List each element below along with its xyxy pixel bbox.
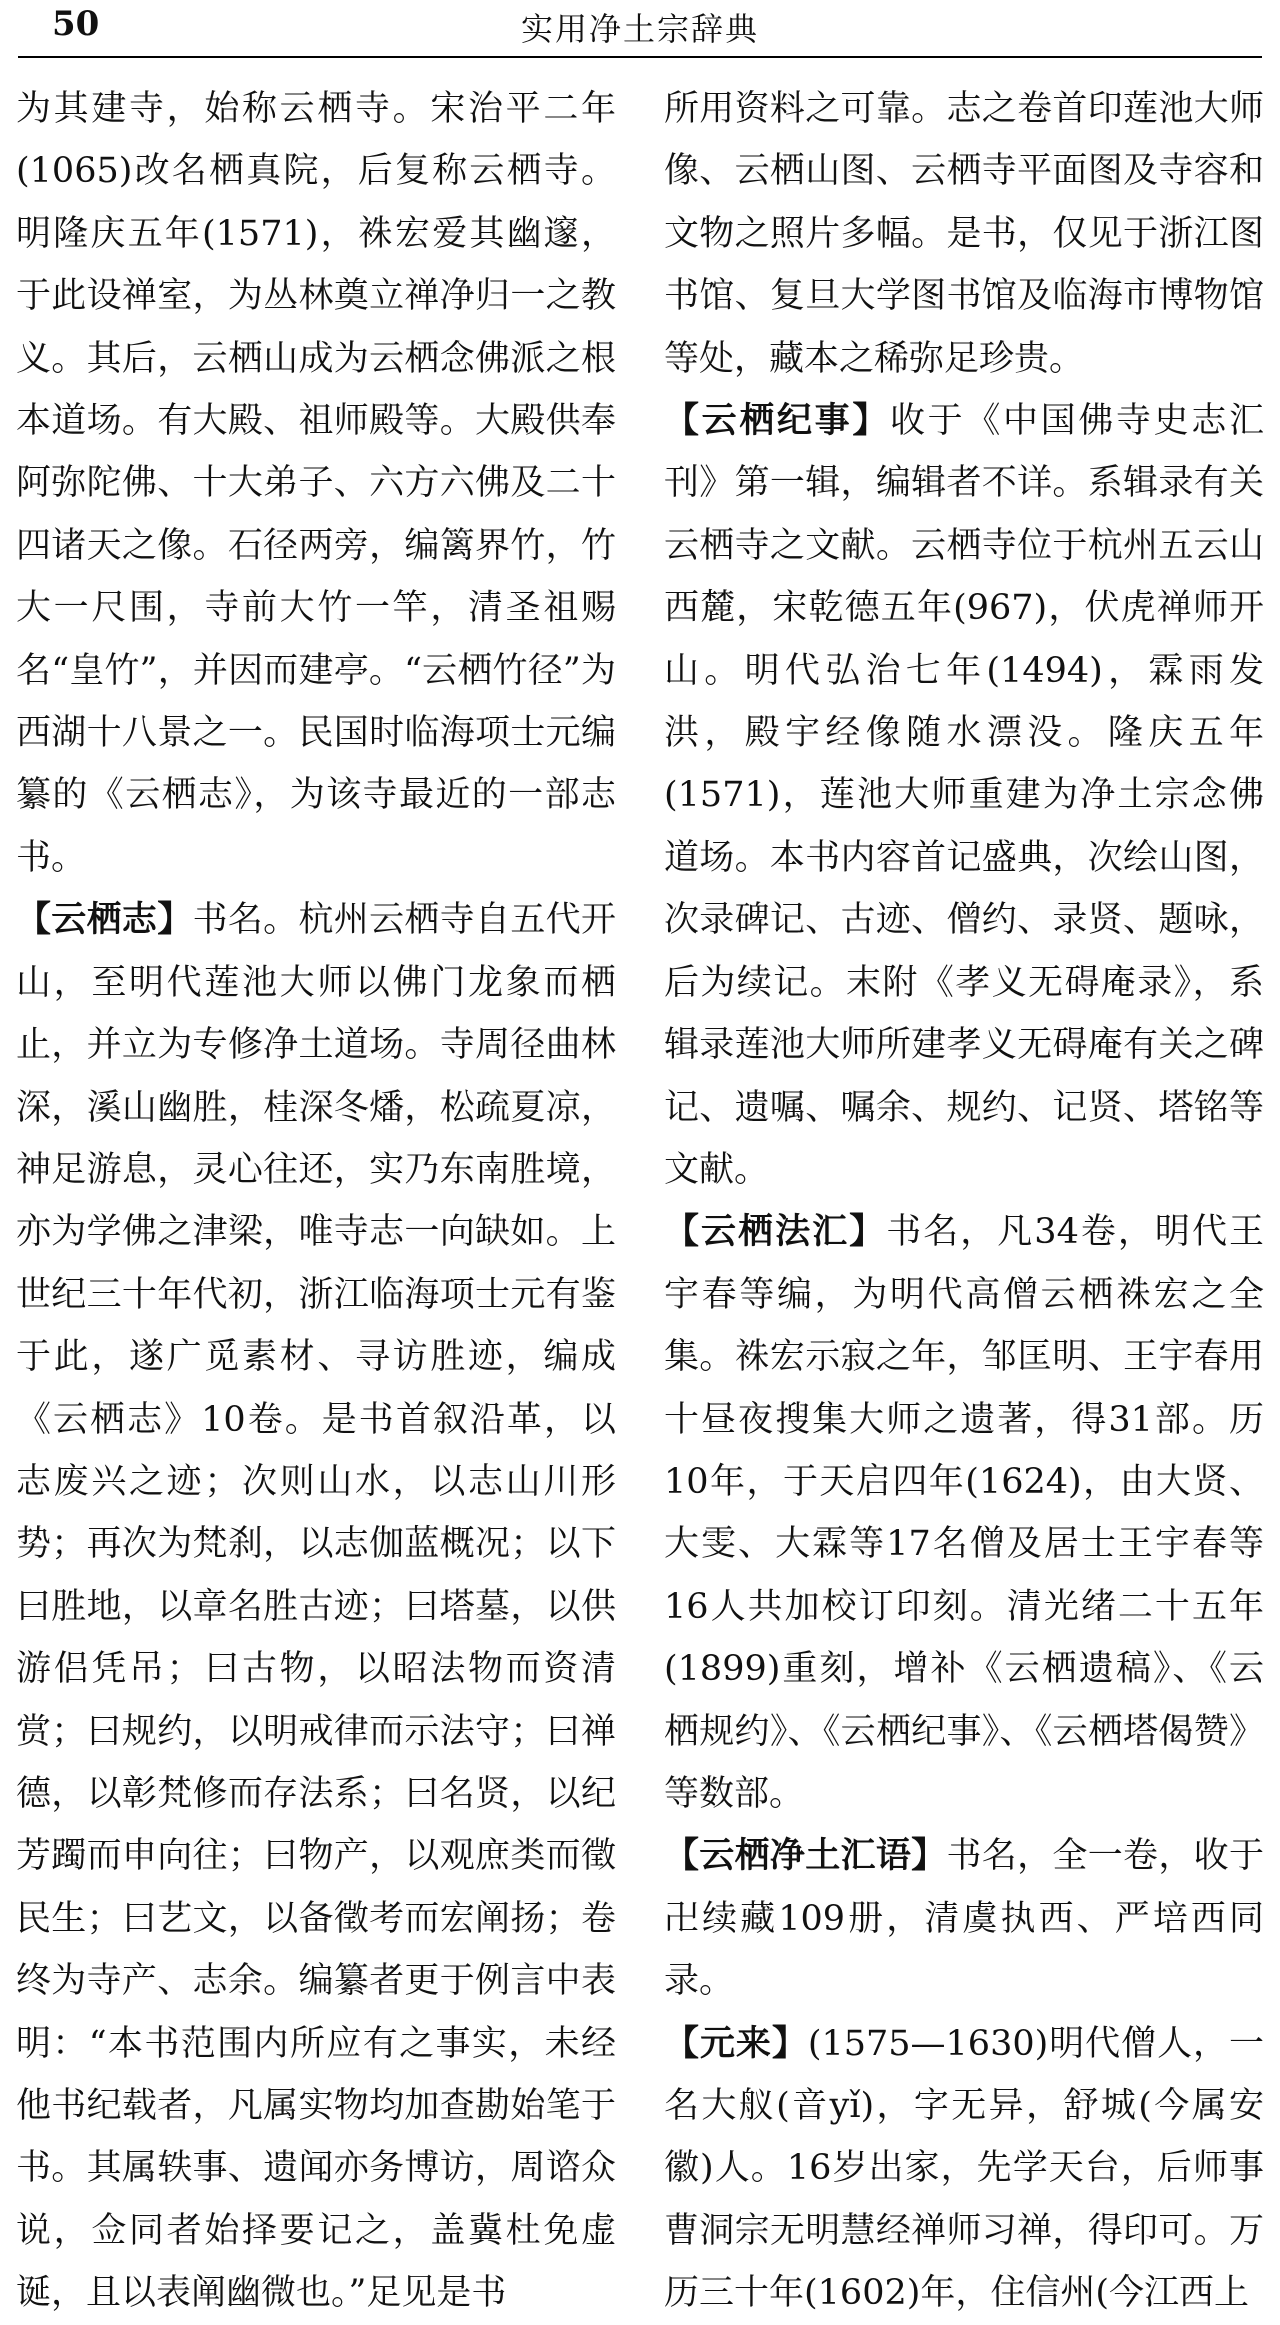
entry-headword: 【云栖净土汇语】 xyxy=(664,1835,947,1877)
page-header xyxy=(18,0,1262,58)
entry-yunqi-jingtu-huiyu xyxy=(664,1825,1264,2012)
entry-text: 收于《中国佛寺史志汇刊》第一辑，编辑者不详。系辑录有关云栖寺之文献。云栖寺位于杭州五云山西麓，宋乾德五年(967)，伏虎禅师开山。明代弘治七年(1494)，霖雨发洪，殿宇经像随水漂没。隆庆五年(1571)，莲池大师重建为净土宗念佛道场。本书内容首记盛典，次绘山图，次录碑记、古迹、僧约、录贤、题咏，后为续记。末附《孝义无碍庵录》，系辑录莲池大师所建孝义无碍庵有关之碑记、遗嘱、嘱余、规约、记贤、塔铭等文献。 xyxy=(664,401,1264,1190)
left-column xyxy=(16,78,616,2325)
running-title: 实用净土宗辞典 xyxy=(520,10,759,48)
entry-headword: 【云栖纪事】 xyxy=(664,400,890,442)
entry-text: 书名，凡34卷，明代王宇春等编，为明代高僧云栖袾宏之全集。袾宏示寂之年，邹匡明、王宇春用十昼夜搜集大师之遗著，得31部。历10年，于天启四年(1624)，由大贤、大雯、大霖等17名僧及居士王宇春等16人共加校订印刻。清光绪二十五年(1899)重刻，增补《云栖遗稿》、《云栖规约》、《云栖纪事》、《云栖塔偈赞》等数部。 xyxy=(664,1212,1264,1814)
page-number: 50 xyxy=(52,4,100,44)
entry-yunqi-jishi xyxy=(664,390,1264,1201)
entry-headword: 【元来】 xyxy=(664,2022,808,2064)
entry-headword: 【云栖法汇】 xyxy=(664,1211,887,1253)
entry-text: (1575—1630)明代僧人，一名大舣(音yǐ)，字无异，舒城(今属安徽)人。16岁出家，先学天台，后师事曹洞宗无明慧经禅师习禅，得印可。万历三十年(1602)年，住信州(今江西上 xyxy=(664,2023,1264,2314)
entry-text: 书名，全一卷，收于卍续藏109册，清虞执西、严培西同录。 xyxy=(664,1836,1264,2002)
entry-yunqi-zhi xyxy=(16,889,616,2324)
continuation-text: 为其建寺，始称云栖寺。宋治平二年(1065)改名栖真院，后复称云栖寺。明隆庆五年(1571)，袾宏爱其幽邃，于此设禅室，为丛林奠立禅净归一之教义。其后，云栖山成为云栖念佛派之根本道场。有大殿、祖师殿等。大殿供奉阿弥陀佛、十大弟子、六方六佛及二十四诸天之像。石径两旁，编篱界竹，竹大一尺围，寺前大竹一竿，清圣祖赐名“皇竹”，并因而建亭。“云栖竹径”为西湖十八景之一。民国时临海项士元编纂的《云栖志》，为该寺最近的一部志书。 xyxy=(16,89,616,878)
entry-yunqi-fahui xyxy=(664,1201,1264,1825)
entry-yuanlai xyxy=(664,2013,1264,2325)
continuation-text: 所用资料之可靠。志之卷首印莲池大师像、云栖山图、云栖寺平面图及寺容和文物之照片多幅。是书，仅见于浙江图书馆、复旦大学图书馆及临海市博物馆等处，藏本之稀弥足珍贵。 xyxy=(664,89,1264,379)
entry-text: 书名。杭州云栖寺自五代开山，至明代莲池大师以佛门龙象而栖止，并立为专修净土道场。寺周径曲林深，溪山幽胜，桂深冬燔，松疏夏凉，神足游息，灵心往还，实乃东南胜境，亦为学佛之津梁，唯寺志一向缺如。上世纪三十年代初，浙江临海项士元有鉴于此，遂广觅素材、寻访胜迹，编成《云栖志》10卷。是书首叙沿革，以志废兴之迹；次则山水，以志山川形势；再次为梵刹，以志伽蓝概况；以下曰胜地，以章名胜古迹；曰塔墓，以供游侣凭吊；曰古物，以昭法物而资清赏；曰规约，以明戒律而示法守；曰禅德，以彰梵修而存法系；曰名贤，以纪芳躅而申向往；曰物产，以观庶类而徵民生；曰艺文，以备徵考而宏阐扬；卷终为寺产、志余。编纂者更于例言中表明：“本书范围内所应有之事实，未经他书纪载者，凡属实物均加查勘始笔于书。其属轶事、遗闻亦务博访，周谘众说，佥同者始择要记之，盖冀杜免虚诞，且以表阐幽微也。”足见是书 xyxy=(16,900,616,2314)
entry-headword: 【云栖志】 xyxy=(16,899,193,941)
right-column xyxy=(664,78,1264,2325)
